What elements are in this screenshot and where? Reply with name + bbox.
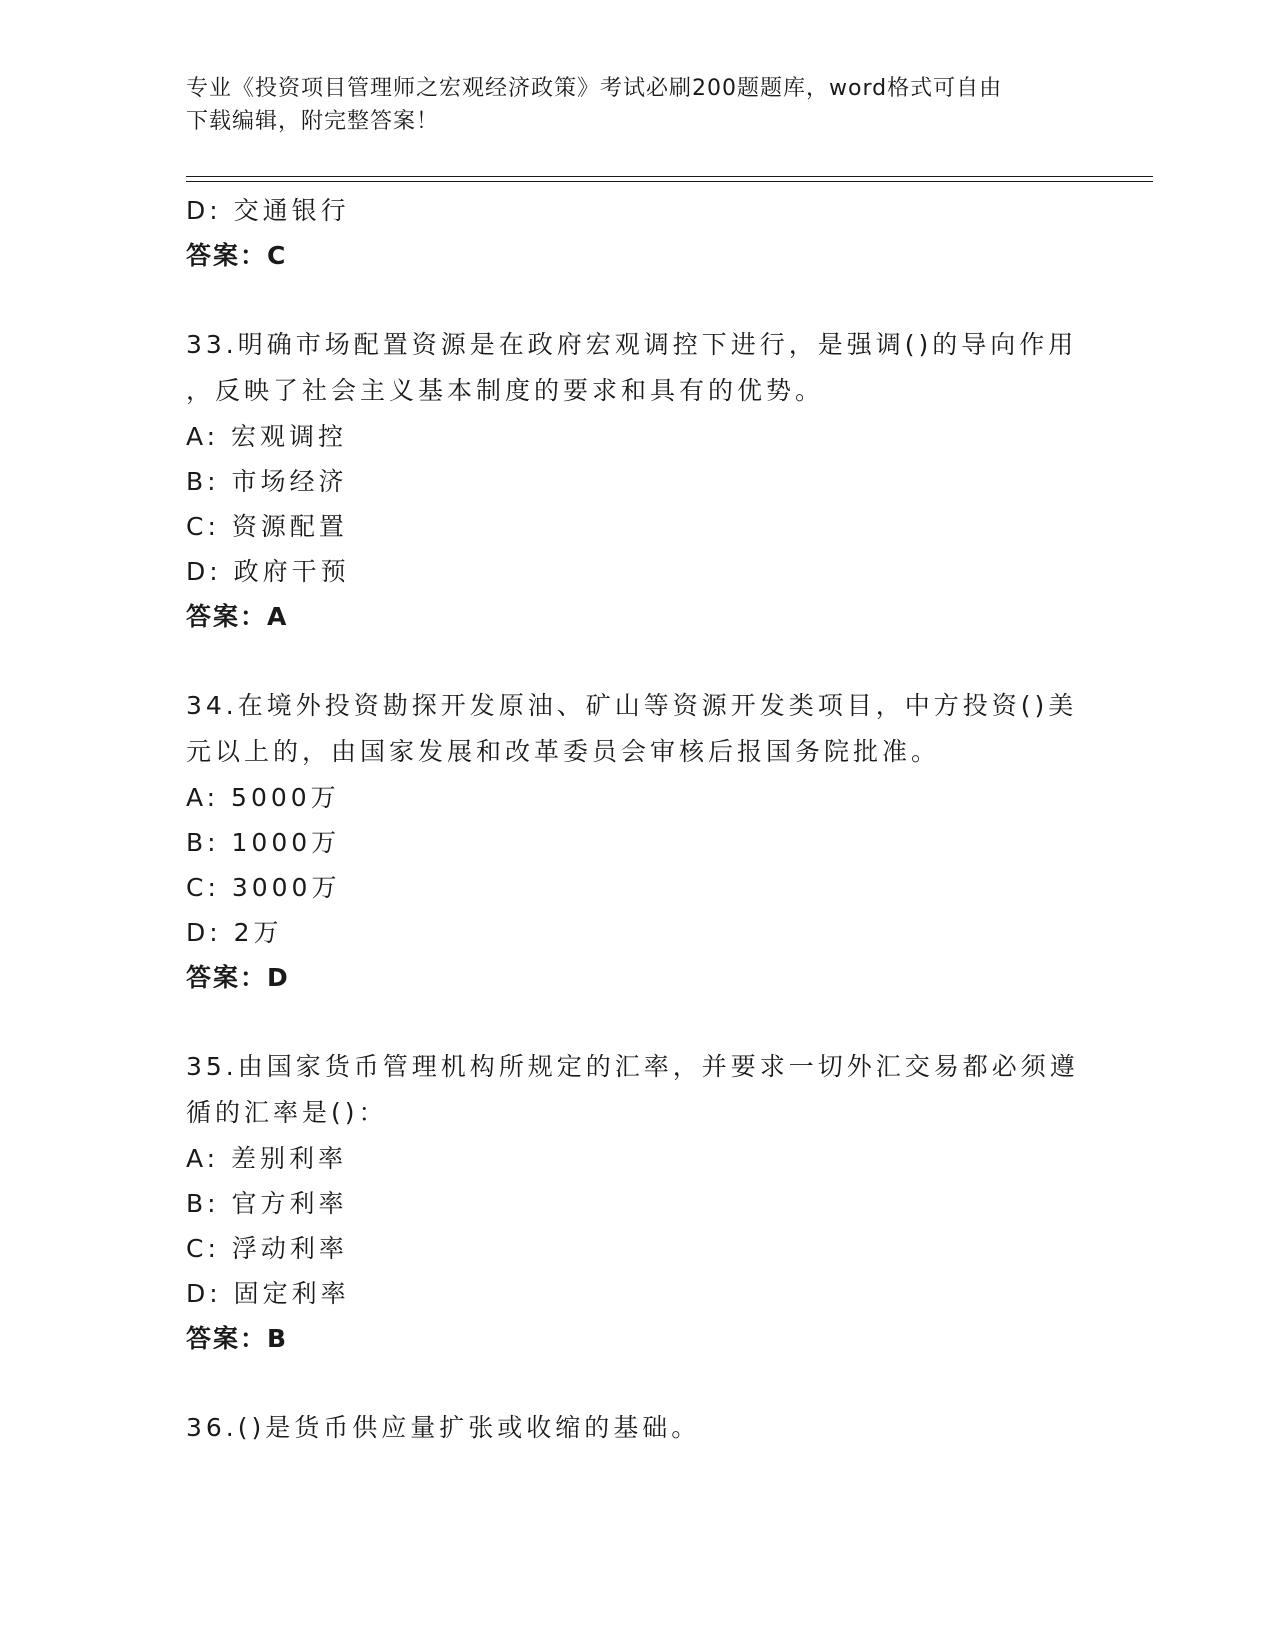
header-divider-top [186,176,1153,177]
option-c: C: 3000万 [186,873,341,902]
option-c: C: 浮动利率 [186,1234,348,1263]
answer-text: 答案：B [186,1324,289,1353]
option-d: D: 政府干预 [186,557,350,586]
header-line-1: 专业《投资项目管理师之宏观经济政策》考试必刷200题题库，word格式可自由 [186,76,1003,101]
question-text-line-1: 33.明确市场配置资源是在政府宏观调控下进行，是强调()的导向作用 [186,330,1078,359]
question-text-line-1: 35.由国家货币管理机构所规定的汇率，并要求一切外汇交易都必须遵 [186,1052,1079,1081]
answer-text: 答案：C [186,241,288,270]
question-list [186,188,1086,1451]
question-text-line-2: 元以上的，由国家发展和改革委员会审核后报国务院批准。 [186,737,941,766]
question-33 [186,322,1086,640]
question-34 [186,683,1086,1001]
option-b: B: 官方利率 [186,1189,348,1218]
option-a: A: 5000万 [186,783,340,812]
option-d: D: 2万 [186,918,283,947]
question-35 [186,1044,1086,1362]
option-b: B: 1000万 [186,828,341,857]
question-text-line-2: 循的汇率是()： [186,1098,388,1127]
previous-question-tail [186,188,1086,279]
question-text-line-2: ，反映了社会主义基本制度的要求和具有的优势。 [186,376,825,405]
option-a: A: 宏观调控 [186,422,348,451]
question-36 [186,1405,1086,1451]
question-text-line-1: 34.在境外投资勘探开发原油、矿山等资源开发类项目，中方投资()美 [186,691,1078,720]
document-header [186,72,1086,138]
option-d: D: 固定利率 [186,1279,350,1308]
header-divider-bottom [186,181,1153,182]
option-a: A: 差别利率 [186,1144,348,1173]
header-line-2: 下载编辑，附完整答案！ [186,109,440,134]
answer-text: 答案：D [186,963,290,992]
answer-text: 答案：A [186,602,289,631]
option-b: B: 市场经济 [186,467,348,496]
question-text-line-1: 36.()是货币供应量扩张或收缩的基础。 [186,1413,701,1442]
option-d: D: 交通银行 [186,196,350,225]
option-c: C: 资源配置 [186,512,348,541]
